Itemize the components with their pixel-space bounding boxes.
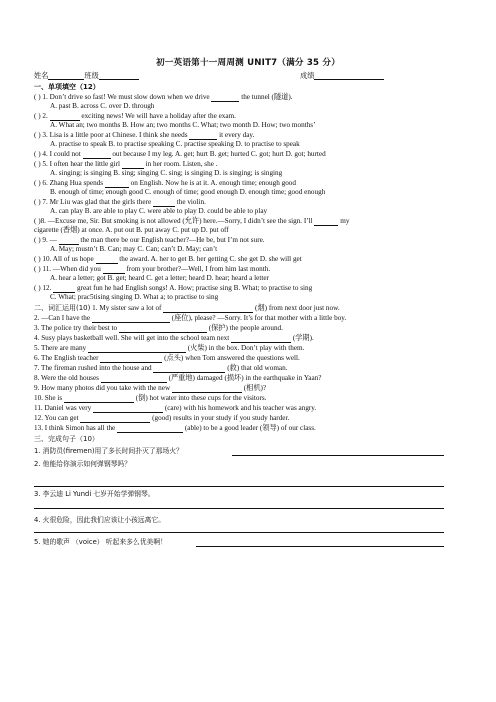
q11-stem: ( ) 11. —When did you from your brother?—Well, I from him last month. [34, 265, 271, 273]
s2-blank-4[interactable] [231, 335, 291, 343]
section2-heading: 二、词汇运用(10) [34, 304, 91, 312]
score-row [300, 71, 384, 80]
s2-item-11: 11. Daniel was very (care) with his homework and his teacher was angry. [34, 404, 317, 412]
q7-stem: ( ) 7. Mr Liu was glad that the girls there the violin. [34, 198, 206, 206]
s2-blank-11[interactable] [93, 405, 163, 413]
s2-blank-1[interactable] [163, 305, 253, 313]
s3-item-5: 5. 她的歌声 （voice） 听起来多么优美啊！ [34, 538, 167, 546]
score-field[interactable] [314, 72, 384, 80]
s3-answer-line-3[interactable] [34, 508, 444, 509]
class-field[interactable] [99, 72, 139, 80]
q8-options: cigarette (香烟) at once. A. put out B. put away C. put up D. put off [34, 226, 229, 234]
class-label: 班级 [84, 71, 99, 80]
q5-options: A. singing; is singing B. sing; singing C. sing; is singing D. is singing; is singing [50, 169, 283, 177]
q6-stem: ( ) 6. Zhang Hua spends on English. Now he is at it. A. enough time; enough good [34, 179, 296, 187]
q4-stem: ( ) 4. I could not out because I my leg. A. get; hurt B. get; hurted C. got; hurt D. got; hurted [34, 150, 326, 158]
s2-blank-3[interactable] [119, 325, 207, 333]
s2-item-10: 10. She is (倒) hot water into these cups for the visitors. [34, 394, 267, 402]
s3-answer-line-1a[interactable] [232, 455, 444, 456]
s2-item-3: 3. The police try their best to (保护) the people around. [34, 324, 283, 332]
q7-options: A. can play B. are able to play C. were able to play D. could be able to play [50, 207, 268, 215]
s3-item-3: 3. 李云迪 Li Yundi 七岁开始学弹钢琴。 [34, 490, 155, 498]
s2-item-5: 5. There are many (火柴) in the box. Don’t play with them. [34, 344, 305, 352]
s2-blank-9[interactable] [172, 385, 242, 393]
q11-options: A. hear a letter; got B. get; heard C. get a letter; heard D. hear; heard a letter [50, 274, 269, 282]
s2-blank-13[interactable] [117, 425, 183, 433]
s2-blank-2[interactable] [92, 315, 170, 323]
s3-item-4: 4. 火很危险，因此我们应该让小孩远离它。 [34, 516, 165, 524]
s2-item-7: 7. The fireman rushed into the house and (救) that old woman. [34, 364, 288, 372]
section1-heading: 一、单项填空（12） [34, 83, 100, 91]
name-label: 姓名 [34, 71, 49, 80]
s3-answer-line-4[interactable] [34, 532, 444, 533]
q3-stem: ( ) 3. Lisa is a little poor at Chinese. I think she needs it every day. [34, 131, 255, 139]
q6-options: B. enough of time; enough good C. enough of time; good enough D. enough time; good enough [50, 188, 326, 196]
s2-blank-7[interactable] [153, 365, 225, 373]
s2-item-12: 12. You can get (good) results in your study if you study harder. [34, 414, 290, 422]
q9-stem: ( ) 9. — the man there be our English teacher?—He be, but I’m not sure. [34, 236, 265, 244]
s3-answer-line-2[interactable] [34, 486, 444, 487]
q8-stem: ( )8. —Excuse me, Sir. But smoking is not allowed (允许) here.—Sorry, I didn’t see the sign. I’ll my [34, 217, 350, 225]
s2-item-6: 6. The English teacher (点头) when Tom answered the questions well. [34, 354, 300, 362]
q10-stem: ( ) 10. All of us hope the award. A. her to get B. her getting C. she get D. she will get [34, 255, 302, 263]
s2-item-4: 4. Susy plays basketball well. She will get into the school team next (学期). [34, 334, 314, 342]
page-title: 初一英语第十一周周测 UNIT7（满分 35 分） [155, 58, 341, 68]
q2-options: A. What an; two months B. How an; two months C. What; two month D. How; two months’ [50, 121, 316, 129]
q9-options: A. May; mustn’t B. Can; may C. Can; can’t D. May; can’t [50, 245, 218, 253]
s3-item-1: 1. 消防员(firemen)用了多长时间扑灭了那场火？ [34, 447, 183, 455]
score-label: 成绩 [300, 71, 315, 80]
q5-stem: ( ) 5. I often hear the little girl in her room. Listen, she . [34, 160, 218, 168]
student-info-row [34, 71, 139, 80]
s2-blank-12[interactable] [80, 415, 150, 423]
s2-item-2: 2. —Can I have the (座位), please? —Sorry. It’s for that mother with a little boy. [34, 314, 347, 322]
name-field[interactable] [48, 72, 84, 80]
s2-blank-5[interactable] [88, 345, 186, 353]
q2-stem: ( ) 2. exciting news! We will have a holiday after the exam. [34, 112, 236, 120]
q3-options: A. practise to speak B. to practise speaking C. practise speaking D. to practise to speak [50, 140, 300, 148]
q12-stem: ( ) 12. great fun he had English songs! A. How; practise sing B. What; to practise to sing [34, 284, 313, 292]
section3-heading: 三、完成句子（10） [34, 435, 99, 443]
s2-item-8: 8. Were the old houses (严重地) damaged (损坏) in the earthquake in Yaan? [34, 374, 322, 382]
s2-item-13: 13. I think Simon has all the (able) to be a good leader (领导) of our class. [34, 424, 316, 432]
s2-item-9: 9. How many photos did you take with the new (相机)? [34, 384, 267, 392]
s2-blank-8[interactable] [101, 375, 167, 383]
s3-answer-line-5[interactable] [196, 546, 444, 547]
q1-options: A. past B. across C. over D. through [50, 102, 155, 110]
q12-options: C. What; prac5tising singing D. What a; to practise to sing [50, 293, 219, 301]
s2-blank-10[interactable] [64, 395, 134, 403]
s3-item-2: 2. 他能给你演示如何弹钢琴吗？ [34, 460, 132, 468]
s2-item-1: 二、词汇运用(10) 1. My sister saw a lot of (烟) from next door just now. [34, 304, 340, 312]
q1-stem: ( ) 1. Don’t drive so fast! We must slow down when we drive the tunnel (隧道). [34, 93, 293, 101]
s2-blank-6[interactable] [100, 355, 162, 363]
